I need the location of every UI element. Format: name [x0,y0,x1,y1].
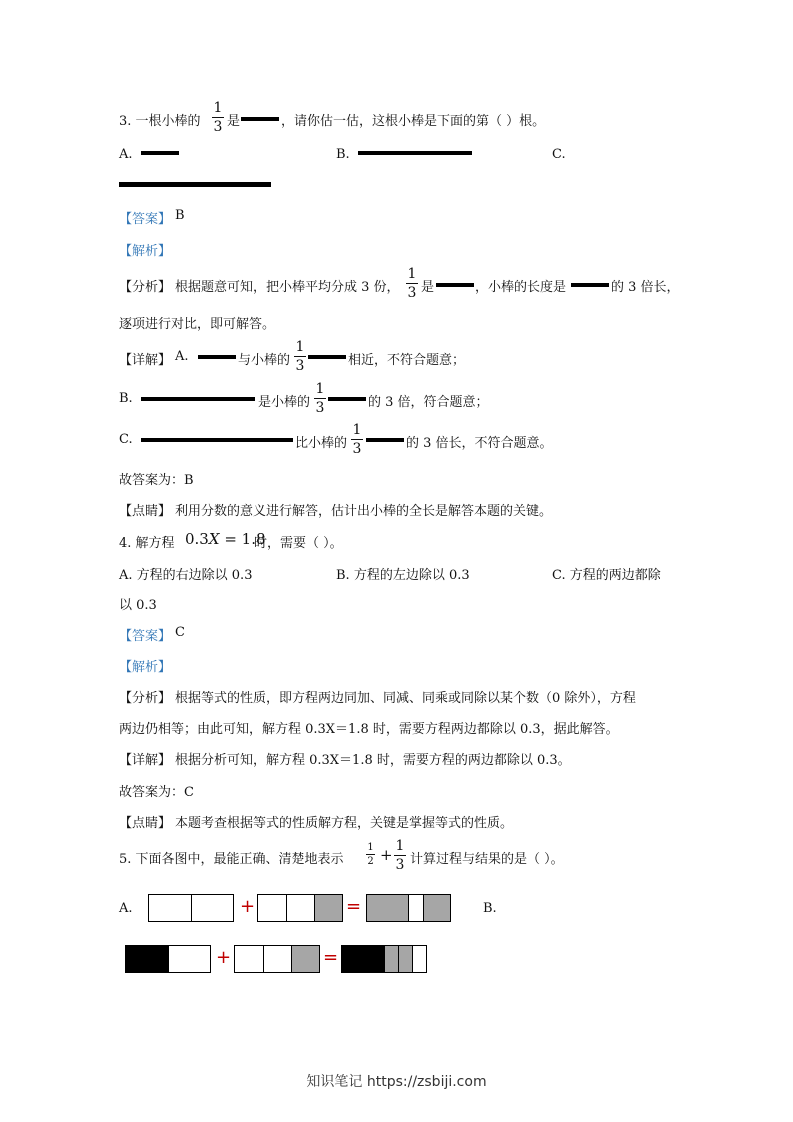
q3-option-a-label: A. [119,147,133,162]
cell-empty [263,945,292,973]
cell-shaded [291,945,320,973]
q3-fraction [212,100,224,135]
q3-fenxi-2: 是 [421,280,435,295]
cell-empty [148,894,192,922]
q3-xj-b-mid: 是小棒的 [258,395,311,410]
q4-xiangjie-tag: 【详解】 [119,753,172,768]
q3-xj-a-stick [198,355,236,359]
q4-stem-post: 时，需要（ ）。 [254,536,343,551]
q3-fenxi-4: 的 3 倍长， [611,280,680,295]
equals-operator: = [323,947,339,968]
q3-fenxi-stick-2 [571,283,609,287]
q3-xj-c-pre: C. [119,432,133,447]
q4-option-a: A. 方程的右边除以 0.3 [119,568,253,583]
q4-option-c-cont: 以 0.3 [119,598,157,613]
fraction-bar [394,855,406,856]
q3-dianjing-tag: 【点睛】 [119,504,172,519]
q3-fenxi-stick-1 [436,283,474,287]
q3-xj-b-stick-third [328,397,366,401]
q4-fenxi-2: 两边仍相等；由此可知，解方程 0.3X＝1.8 时，需要方程两边都除以 0.3，据此解答。 [119,722,619,737]
q3-stem-end: ，请你估一估，这根小棒是下面的第（ ）根。 [281,114,546,129]
q3-fenxi-tag: 【分析】 [119,280,172,295]
q5-option-b-label: B. [483,901,497,916]
footer-watermark: 知识笔记 https://zsbiji.com [306,1074,487,1090]
q3-stem-post: 是 [227,114,241,129]
cell-shaded [366,894,409,922]
q4-equation-rhs: = 1.8 [219,530,266,548]
fraction-numerator: 1 [315,381,325,397]
q3-final-answer: 故答案为：B [119,473,194,488]
equals-operator: = [346,896,362,917]
q5-fraction-half [366,842,375,867]
q4-dianjing-tag: 【点睛】 [119,816,172,831]
fraction-bar [314,398,326,399]
fraction-numerator: 1 [367,842,374,853]
q3-analysis-tag: 【解析】 [119,244,172,259]
q3-dianjing: 利用分数的意义进行解答，估计出小棒的全长是解答本题的关键。 [175,504,553,519]
fraction-numerator: 1 [407,266,417,282]
q4-equation-coef: 0.3 [185,530,209,548]
q3-answer-tag: 【答案】 [119,212,172,227]
plus-operator: + [240,896,256,917]
q3-xj-b-pre: B. [119,391,133,406]
fraction-denominator: 3 [315,400,325,416]
cell-empty [412,945,427,973]
q3-answer: B [175,208,185,223]
q3-option-c-label: C. [552,147,566,162]
fraction-bar [366,854,375,855]
fraction-bar [406,283,418,284]
q3-xj-a-end: 相近，不符合题意； [348,353,466,368]
q3-xj-c-end: 的 3 倍长，不符合题意。 [406,436,553,451]
q5-stem-pre: 5. 下面各图中，最能正确、清楚地表示 [119,852,344,867]
cell-empty [234,945,264,973]
q3-xj-c-mid: 比小棒的 [295,436,348,451]
q3-fenxi-line2: 逐项进行对比，即可解答。 [119,317,276,332]
q5-plus: + [380,846,393,864]
q4-dianjing: 本题考查根据等式的性质解方程，关键是掌握等式的性质。 [175,816,514,831]
fraction-bar [351,439,363,440]
q5-fraction-third [394,838,406,873]
q4-xiangjie: 根据分析可知，解方程 0.3X＝1.8 时，需要方程的两边都除以 0.3。 [175,753,571,768]
fraction-numerator: 1 [395,838,405,854]
fraction-denominator: 3 [395,857,405,873]
fraction-numerator: 1 [213,100,223,116]
q3-fenxi-fraction [406,266,418,301]
q4-option-c: C. 方程的两边都除 [552,568,661,583]
fraction-denominator: 3 [352,441,362,457]
fraction-numerator: 1 [295,339,305,355]
q3-xj-c-stick [141,438,293,442]
q3-xj-b-fraction [314,381,326,416]
q3-xj-c-stick-third [366,438,404,442]
q3-fenxi-3: ，小棒的长度是 [475,280,567,295]
cell-empty [286,894,315,922]
q4-analysis-tag: 【解析】 [119,660,172,675]
q3-xj-a-mid: 与小棒的 [238,353,291,368]
fraction-denominator: 3 [213,119,223,135]
q3-stem-pre: 3. 一根小棒的 [119,114,201,129]
fraction-bar [212,117,224,118]
q4-option-b: B. 方程的左边除以 0.3 [336,568,470,583]
q5-option-a-label: A. [119,901,133,916]
q3-xj-b-end: 的 3 倍，符合题意； [368,395,489,410]
fraction-numerator: 1 [352,422,362,438]
fraction-denominator: 2 [367,856,374,867]
q4-answer-tag: 【答案】 [119,629,172,644]
cell-shaded [384,945,399,973]
cell-black [341,945,385,973]
fraction-bar [294,356,306,357]
cell-empty [168,945,211,973]
q3-xj-a-fraction [294,339,306,374]
fraction-denominator: 3 [407,285,417,301]
q4-final-answer: 故答案为：C [119,785,194,800]
q4-fenxi-1: 根据等式的性质，即方程两边同加、同减、同乘或同除以某个数（0 除外），方程 [175,691,636,706]
q3-option-b-label: B. [336,147,350,162]
cell-empty [257,894,287,922]
q4-equation-var: X [208,530,220,548]
q3-xiangjie-tag: 【详解】 [119,353,172,368]
q3-fenxi-1: 根据题意可知，把小棒平均分成 3 份， [175,280,400,295]
q5-stem-post: 计算过程与结果的是（ ）。 [410,852,564,867]
q4-answer: C [175,625,185,640]
q3-xj-a-pre: A. [175,349,189,364]
cell-empty [191,894,234,922]
q3-xj-b-stick [141,397,255,401]
cell-black [125,945,169,973]
q4-fenxi-tag: 【分析】 [119,691,172,706]
cell-shaded [398,945,413,973]
cell-shaded [314,894,343,922]
fraction-denominator: 3 [295,358,305,374]
q4-stem-pre: 4. 解方程 [119,536,175,551]
plus-operator: + [216,947,232,968]
cell-empty [408,894,424,922]
cell-shaded [423,894,451,922]
q3-option-a-stick [141,151,179,155]
q3-stick-third [241,117,279,121]
q3-xj-a-stick-third [308,355,346,359]
q3-xj-c-fraction [351,422,363,457]
q3-option-b-stick [358,151,472,155]
q3-option-c-stick [119,182,271,187]
